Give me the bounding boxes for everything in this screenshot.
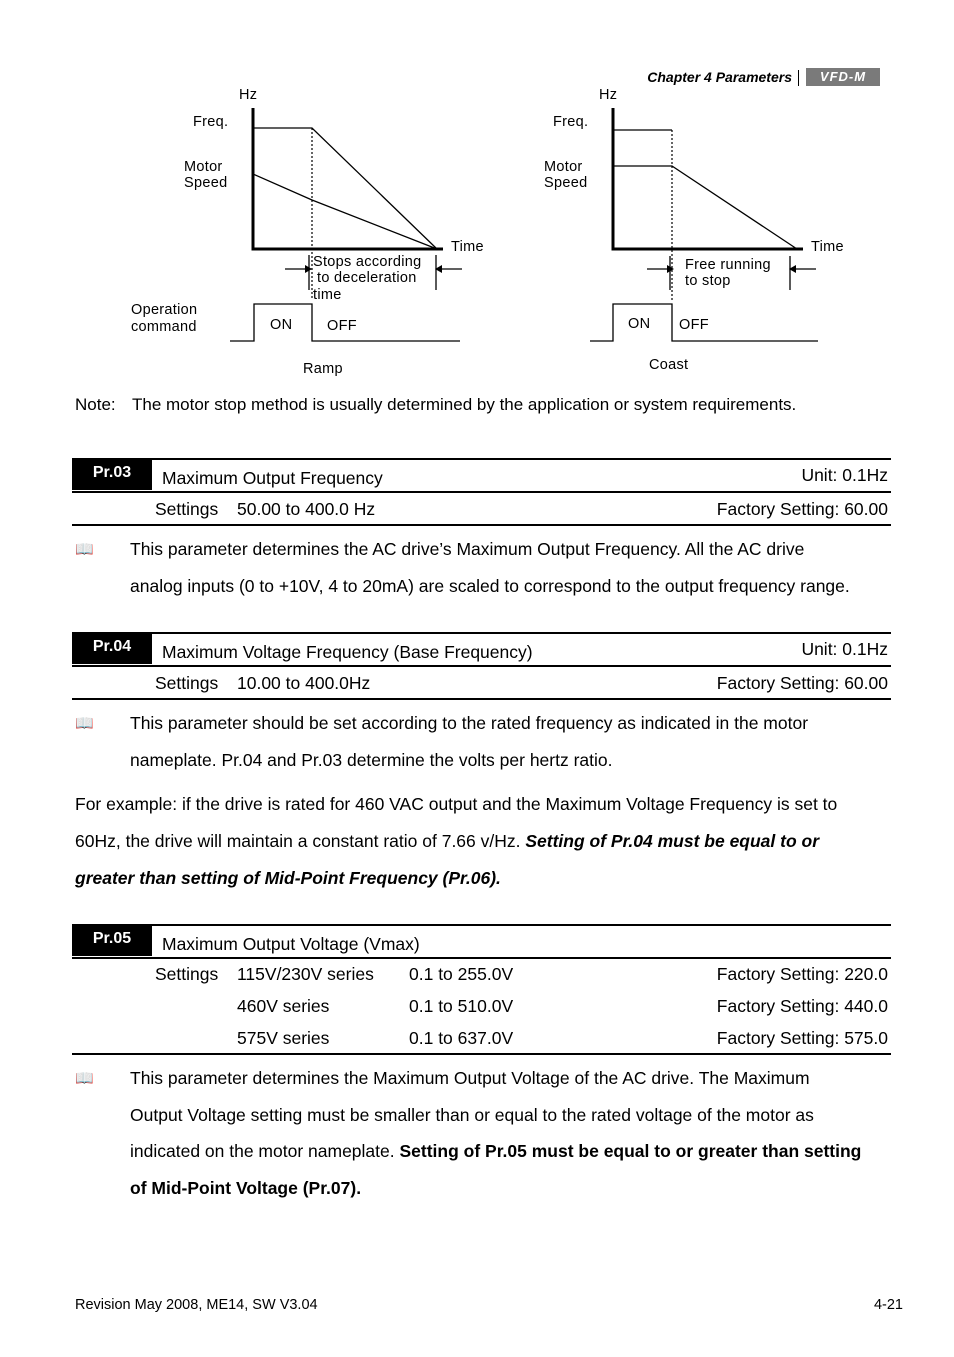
example-emphasis: Setting of Pr.04 must be equal to or <box>525 831 820 851</box>
ramp-time-label: Time <box>451 239 484 255</box>
param-tag: Pr.05 <box>72 924 152 956</box>
page-number: 4-21 <box>873 1297 903 1313</box>
settings-label: Settings <box>155 499 219 519</box>
factory-setting: Factory Setting: 60.00 <box>716 499 888 519</box>
chapter-title: Chapter 4 Parameters <box>647 69 792 85</box>
settings-range: 0.1 to 510.0V <box>409 996 514 1016</box>
note-text: The motor stop method is usually determined by the application or system requirements. <box>132 395 797 414</box>
book-icon: 📖 <box>75 541 94 558</box>
param-pr04 <box>72 632 891 702</box>
pr04-example-line2 <box>75 831 819 852</box>
divider <box>72 665 891 667</box>
ramp-freq-label: Freq. <box>193 114 229 130</box>
coast-hz-label: Hz <box>599 87 618 103</box>
ramp-off-label: OFF <box>327 318 357 334</box>
factory-setting: Factory Setting: 575.0 <box>716 1028 888 1048</box>
operation-label: Operation <box>131 302 198 318</box>
coast-free-line1: Free running <box>685 257 771 273</box>
divider <box>72 632 891 634</box>
command-label: command <box>131 319 197 335</box>
coast-motor-label: Motor <box>544 159 583 175</box>
factory-setting: Factory Setting: 220.0 <box>716 964 888 984</box>
settings-range: 10.00 to 400.0Hz <box>237 673 371 693</box>
pr05-desc-line1: This parameter determines the Maximum Output Voltage of the AC drive. The Maximum <box>130 1068 810 1088</box>
pr03-desc-line2: analog inputs (0 to +10V, 4 to 20mA) are scaled to correspond to the output frequency range. <box>130 576 850 596</box>
series-name: 460V series <box>237 996 330 1016</box>
ramp-hz-label: Hz <box>239 87 258 103</box>
pr05-desc-line4: of Mid-Point Voltage (Pr.07). <box>130 1178 362 1198</box>
divider <box>72 957 891 959</box>
coast-on-label: ON <box>628 316 651 332</box>
pr03-desc-line1: This parameter determines the AC drive’s Maximum Output Frequency. All the AC drive <box>130 539 805 559</box>
coast-off-label: OFF <box>679 317 709 333</box>
ramp-stops-line3: time <box>313 287 342 303</box>
ramp-caption: Ramp <box>303 361 343 377</box>
note <box>75 395 796 415</box>
book-icon: 📖 <box>75 1070 94 1087</box>
param-unit: Unit: 0.1Hz <box>801 465 888 485</box>
param-title: Maximum Voltage Frequency (Base Frequency) <box>162 642 533 662</box>
series-name: 575V series <box>237 1028 330 1048</box>
pr04-example-line1: For example: if the drive is rated for 460 VAC output and the Maximum Voltage Frequency is set to <box>75 794 838 814</box>
divider <box>72 924 891 926</box>
factory-setting: Factory Setting: 60.00 <box>716 673 888 693</box>
desc-plain: indicated on the motor nameplate. <box>130 1141 400 1161</box>
coast-free-line2: to stop <box>685 273 731 289</box>
divider <box>72 698 891 700</box>
settings-label: Settings <box>155 673 219 693</box>
pr05-desc-line2: Output Voltage setting must be smaller than or equal to the rated voltage of the motor as <box>130 1105 814 1125</box>
settings-label: Settings <box>155 964 219 984</box>
ramp-stops-line2: to deceleration <box>317 270 417 286</box>
example-plain: 60Hz, the drive will maintain a constant ratio of 7.66 v/Hz. <box>75 831 526 851</box>
divider <box>72 491 891 493</box>
ramp-on-label: ON <box>270 317 293 333</box>
desc-bold: Setting of Pr.05 must be equal to or greater than setting <box>399 1141 862 1161</box>
divider <box>72 458 891 460</box>
coast-time-label: Time <box>811 239 844 255</box>
param-title: Maximum Output Voltage (Vmax) <box>162 934 420 954</box>
vfd-m-logo: VFD-M <box>806 68 880 86</box>
footer-revision: Revision May 2008, ME14, SW V3.04 <box>75 1297 318 1313</box>
pr04-desc-line2: nameplate. Pr.04 and Pr.03 determine the volts per hertz ratio. <box>130 750 613 770</box>
param-pr05 <box>72 924 891 1056</box>
param-tag: Pr.03 <box>72 458 152 490</box>
coast-caption: Coast <box>649 357 689 373</box>
divider <box>72 1053 891 1055</box>
param-tag: Pr.04 <box>72 632 152 664</box>
book-icon: 📖 <box>75 715 94 732</box>
stop-method-diagram <box>0 0 954 400</box>
coast-freq-label: Freq. <box>553 114 589 130</box>
pr04-desc-line1: This parameter should be set according to the rated frequency as indicated in the motor <box>130 713 809 733</box>
param-unit: Unit: 0.1Hz <box>801 639 888 659</box>
param-pr03 <box>72 458 891 528</box>
pr04-example-line3: greater than setting of Mid-Point Frequency (Pr.06). <box>75 868 501 888</box>
divider <box>72 524 891 526</box>
coast-speed-label: Speed <box>544 175 588 191</box>
factory-setting: Factory Setting: 440.0 <box>716 996 888 1016</box>
ramp-stops-line1: Stops according <box>313 254 422 270</box>
settings-range: 50.00 to 400.0 Hz <box>237 499 376 519</box>
param-title: Maximum Output Frequency <box>162 468 383 488</box>
ramp-motor-label: Motor <box>184 159 223 175</box>
series-name: 115V/230V series <box>237 964 374 984</box>
settings-range: 0.1 to 255.0V <box>409 964 514 984</box>
settings-range: 0.1 to 637.0V <box>409 1028 514 1048</box>
note-label: Note: <box>75 395 116 414</box>
pr05-desc-line3 <box>130 1141 861 1162</box>
ramp-speed-label: Speed <box>184 175 228 191</box>
